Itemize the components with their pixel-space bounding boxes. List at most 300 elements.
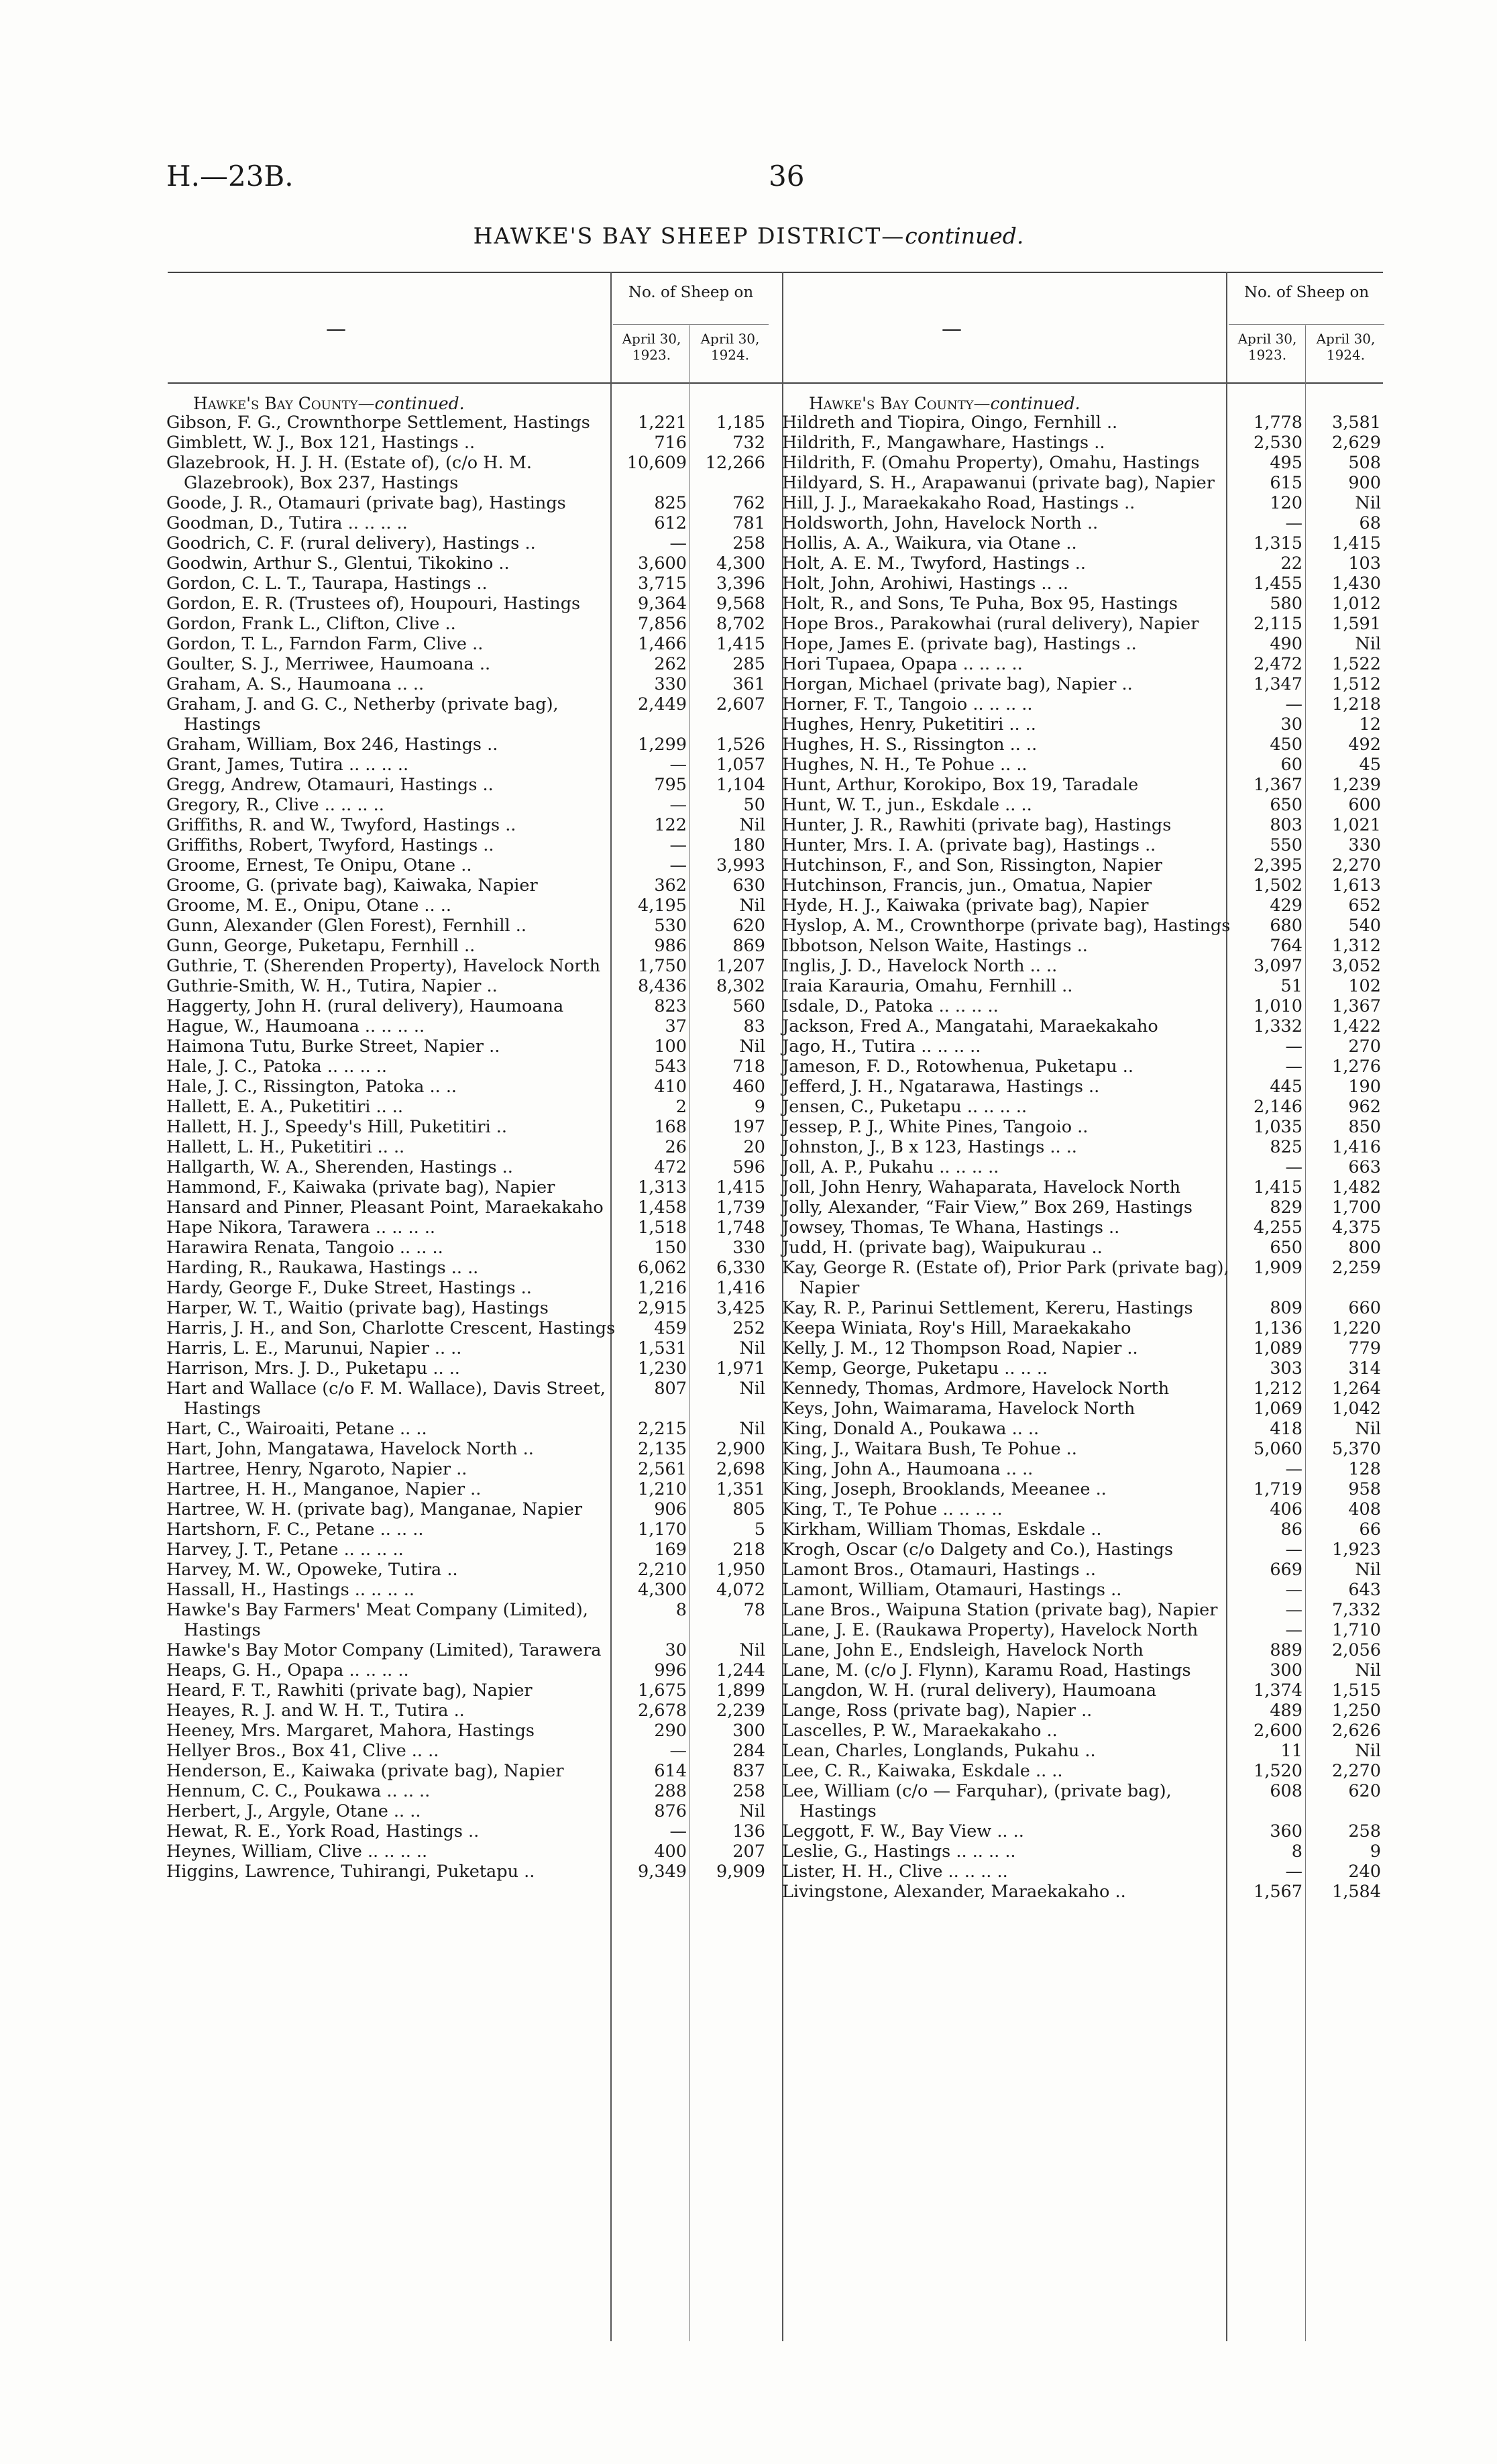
owner-name: Goulter, S. J., Merriwee, Haumoana .. [166, 654, 491, 674]
sheep-1924: 850 [1348, 1117, 1381, 1137]
owner-name: Hennum, C. C., Poukawa .. .. .. [166, 1781, 431, 1801]
sheep-1924: 136 [732, 1821, 765, 1841]
table-row [166, 614, 769, 634]
sheep-1923: 429 [1270, 896, 1302, 916]
owner-name: Hart and Wallace (c/o F. M. Wallace), Davis Street, Hastings [166, 1379, 606, 1419]
owner-name: Kennedy, Thomas, Ardmore, Havelock North [782, 1379, 1170, 1399]
sheep-1923: 37 [665, 1016, 687, 1036]
owner-name: Hassall, H., Hastings .. .. .. .. [166, 1580, 414, 1600]
owner-name: Hart, John, Mangatawa, Havelock North .. [166, 1439, 534, 1459]
owner-name: Hope Bros., Parakowhai (rural delivery), Napier [782, 614, 1199, 634]
owner-name: Harper, W. T., Waitio (private bag), Hastings [166, 1298, 549, 1318]
sheep-1924: 1,042 [1331, 1399, 1381, 1419]
table-row [782, 433, 1384, 453]
sheep-1924: Nil [1355, 1560, 1381, 1580]
sheep-1923: — [1285, 1580, 1302, 1600]
table-row [166, 1197, 769, 1218]
table-row [782, 694, 1384, 714]
table-row [782, 493, 1384, 513]
table-row [782, 976, 1384, 996]
owner-name: Gregory, R., Clive .. .. .. .. [166, 795, 384, 815]
sheep-1923: 2,472 [1253, 654, 1302, 674]
sheep-1924: 1,522 [1331, 654, 1381, 674]
table-row [782, 1177, 1384, 1197]
sheep-1924: 2,239 [716, 1701, 765, 1721]
sheep-1924: 83 [743, 1016, 765, 1036]
sheep-1923: 2,115 [1253, 614, 1302, 634]
owner-name: Holt, John, Arohiwi, Hastings .. .. [782, 574, 1068, 594]
sheep-1923: 410 [654, 1077, 687, 1097]
table-row [166, 735, 769, 755]
owner-name: Goode, J. R., Otamauri (private bag), Hastings [166, 493, 566, 513]
table-row [166, 1077, 769, 1097]
sheep-1923: 1,567 [1253, 1882, 1302, 1902]
sheep-1924: 781 [732, 513, 765, 533]
owner-name: Groome, G. (private bag), Kaiwaka, Napier [166, 875, 538, 896]
sheep-1923: 823 [654, 996, 687, 1016]
table-row [166, 433, 769, 453]
sheep-1923: 550 [1270, 835, 1302, 855]
table-row [782, 1459, 1384, 1479]
table-row [782, 1358, 1384, 1379]
sheep-1923: 406 [1270, 1499, 1302, 1519]
table-row [782, 533, 1384, 553]
table-row [166, 1479, 769, 1499]
sheep-1924: 837 [732, 1761, 765, 1781]
sheep-1923: 1,212 [1253, 1379, 1302, 1399]
table-row [166, 1298, 769, 1318]
owner-name: Hutchinson, F., and Son, Rissington, Napier [782, 855, 1162, 875]
sheep-1924: 643 [1348, 1580, 1381, 1600]
owner-name: Gibson, F. G., Crownthorpe Settlement, Hastings [166, 413, 590, 433]
owner-name: Gimblett, W. J., Box 121, Hastings .. [166, 433, 476, 453]
sheep-1924: 1,012 [1331, 594, 1381, 614]
table-row [166, 1459, 769, 1479]
table-row [166, 896, 769, 916]
sheep-1923: — [669, 755, 687, 775]
sheep-1923: 615 [1270, 473, 1302, 493]
sheep-1924: 330 [732, 1238, 765, 1258]
sheep-1923: 1,675 [637, 1680, 687, 1701]
sheep-1923: 6,062 [637, 1258, 687, 1278]
owner-name: Kay, George R. (Estate of), Prior Park (private bag), Napier [782, 1258, 1229, 1298]
sheep-1924: 869 [732, 936, 765, 956]
col-1924-header: April 30, 1924. [1316, 331, 1376, 363]
sheep-1924: 12,266 [705, 453, 765, 473]
owner-name: Hyde, H. J., Kaiwaka (private bag), Napier [782, 896, 1149, 916]
owner-name: King, Donald A., Poukawa .. .. [782, 1419, 1040, 1439]
sheep-1923: 2,210 [637, 1560, 687, 1580]
sheep-1924: 270 [1348, 1036, 1381, 1057]
sheep-1923: 2,146 [1253, 1097, 1302, 1117]
table-row [782, 1721, 1384, 1741]
sheep-1923: 1,347 [1253, 674, 1302, 694]
table-row [782, 1238, 1384, 1258]
table-row [782, 1197, 1384, 1218]
owner-name: Heeney, Mrs. Margaret, Mahora, Hastings [166, 1721, 535, 1741]
table-row [782, 473, 1384, 493]
owner-name: Harris, J. H., and Son, Charlotte Crescent, Hastings [166, 1318, 616, 1338]
table-row [166, 1841, 769, 1862]
sheep-1923: 1,069 [1253, 1399, 1302, 1419]
col-1923-header: April 30, 1923. [1237, 331, 1297, 363]
table-row [782, 775, 1384, 795]
sheep-1923: — [669, 533, 687, 553]
sheep-1923: 876 [654, 1801, 687, 1821]
sheep-1923: — [1285, 694, 1302, 714]
owner-name: Lane, M. (c/o J. Flynn), Karamu Road, Hastings [782, 1660, 1191, 1680]
table-row [166, 574, 769, 594]
sheep-1924: 207 [732, 1841, 765, 1862]
table-row [782, 1137, 1384, 1157]
sheep-1924: 102 [1348, 976, 1381, 996]
sheep-1923: 1,415 [1253, 1177, 1302, 1197]
table-row [166, 1560, 769, 1580]
table-row [166, 1016, 769, 1036]
sheep-1924: 1,613 [1331, 875, 1381, 896]
table-row [782, 1117, 1384, 1137]
table-row [166, 1177, 769, 1197]
table-row [166, 1117, 769, 1137]
owner-name: Kirkham, William Thomas, Eskdale .. [782, 1519, 1102, 1540]
table-row [166, 815, 769, 835]
sheep-1924: Nil [1355, 1741, 1381, 1761]
table-row [782, 1338, 1384, 1358]
sheep-1923: 1,750 [637, 956, 687, 976]
county-heading: Hawke's Bay County—continued. [193, 394, 465, 413]
table-row [782, 1077, 1384, 1097]
table-row [782, 1821, 1384, 1841]
sheep-1923: — [669, 795, 687, 815]
owner-name: Jago, H., Tutira .. .. .. .. [782, 1036, 981, 1057]
sheep-1923: 30 [665, 1640, 687, 1660]
sheep-1924: 1,591 [1331, 614, 1381, 634]
table-row [782, 855, 1384, 875]
sheep-1924: 779 [1348, 1338, 1381, 1358]
table-row [166, 493, 769, 513]
owner-name: Harvey, J. T., Petane .. .. .. .. [166, 1540, 404, 1560]
sheep-1924: 1,239 [1331, 775, 1381, 795]
owner-name: Henderson, E., Kaiwaka (private bag), Napier [166, 1761, 564, 1781]
table-row [782, 735, 1384, 755]
sheep-1923: 1,313 [637, 1177, 687, 1197]
sheep-1923: 612 [654, 513, 687, 533]
table-row [166, 533, 769, 553]
table-row [166, 976, 769, 996]
table-row [782, 755, 1384, 775]
sheep-1923: 2,561 [637, 1459, 687, 1479]
sheep-1924: 1,351 [716, 1479, 765, 1499]
sheep-1924: 596 [732, 1157, 765, 1177]
owner-name: Hildrith, F., Mangawhare, Hastings .. [782, 433, 1105, 453]
table-row [166, 1801, 769, 1821]
owner-name: Guthrie-Smith, W. H., Tutira, Napier .. [166, 976, 498, 996]
owner-name: Hildrith, F. (Omahu Property), Omahu, Hastings [782, 453, 1200, 473]
sheep-1924: 1,710 [1331, 1620, 1381, 1640]
sheep-1924: 3,052 [1331, 956, 1381, 976]
sheep-1924: 4,375 [1331, 1218, 1381, 1238]
owner-name: Hape Nikora, Tarawera .. .. .. .. [166, 1218, 436, 1238]
sheep-1923: 650 [1270, 1238, 1302, 1258]
sheep-1924: 1,950 [716, 1560, 765, 1580]
table-row [166, 1036, 769, 1057]
owner-name: Jolly, Alexander, “Fair View,” Box 269, Hastings [782, 1197, 1193, 1218]
sheep-1923: 3,097 [1253, 956, 1302, 976]
sheep-1924: 68 [1359, 513, 1381, 533]
table-row [166, 413, 769, 433]
sheep-1924: 1,244 [716, 1660, 765, 1680]
owner-name: Graham, William, Box 246, Hastings .. [166, 735, 498, 755]
sheep-1923: 3,600 [637, 553, 687, 574]
sheep-1923: — [1285, 1540, 1302, 1560]
owner-name: Keepa Winiata, Roy's Hill, Maraekakaho [782, 1318, 1131, 1338]
owner-name: Goodwin, Arthur S., Glentui, Tikokino .. [166, 553, 510, 574]
table-row [782, 614, 1384, 634]
sheep-1924: 258 [732, 1781, 765, 1801]
owner-name: Hildyard, S. H., Arapawanui (private bag), Napier [782, 473, 1215, 493]
owner-name: Graham, J. and G. C., Netherby (private bag), Hastings [166, 694, 559, 735]
table-row [166, 1761, 769, 1781]
sheep-1923: 2,600 [1253, 1721, 1302, 1741]
table-row [166, 775, 769, 795]
sheep-1923: 764 [1270, 936, 1302, 956]
table-row [782, 453, 1384, 473]
table-row [166, 634, 769, 654]
name-column-header: — [942, 317, 962, 341]
table-row [782, 1882, 1384, 1902]
sheep-1924: 1,584 [1331, 1882, 1381, 1902]
sheep-1924: 3,993 [716, 855, 765, 875]
owner-name: Jameson, F. D., Rotowhenua, Puketapu .. [782, 1057, 1133, 1077]
table-row [782, 1620, 1384, 1640]
owner-name: King, T., Te Pohue .. .. .. .. [782, 1499, 1003, 1519]
owner-name: Harvey, M. W., Opoweke, Tutira .. [166, 1560, 458, 1580]
sheep-1923: 169 [654, 1540, 687, 1560]
owner-name: Lamont Bros., Otamauri, Hastings .. [782, 1560, 1096, 1580]
owner-name: Lee, William (c/o — Farquhar), (private bag), Hastings [782, 1781, 1172, 1821]
sheep-1924: 1,185 [716, 413, 765, 433]
sheep-1924: 128 [1348, 1459, 1381, 1479]
sheep-1924: 652 [1348, 896, 1381, 916]
sheep-1923: 1,136 [1253, 1318, 1302, 1338]
sheep-1924: 2,056 [1331, 1640, 1381, 1660]
owner-name: Hawke's Bay Motor Company (Limited), Tarawera [166, 1640, 602, 1660]
table-row [166, 674, 769, 694]
sheep-1924: 9,568 [716, 594, 765, 614]
sheep-1924: 240 [1348, 1862, 1381, 1882]
sheep-1923: 1,367 [1253, 775, 1302, 795]
owner-name: Ibbotson, Nelson Waite, Hastings .. [782, 936, 1088, 956]
owner-name: Johnston, J., B x 123, Hastings .. .. [782, 1137, 1077, 1157]
sheep-1923: 996 [654, 1660, 687, 1680]
sheep-1923: 60 [1280, 755, 1302, 775]
table-row [166, 1358, 769, 1379]
table-row [166, 1278, 769, 1298]
table-row [166, 513, 769, 533]
table-row [166, 956, 769, 976]
owner-name: Hartshorn, F. C., Petane .. .. .. [166, 1519, 424, 1540]
sheep-1924: 12 [1359, 714, 1381, 735]
sheep-1923: 829 [1270, 1197, 1302, 1218]
sheep-1923: 2,449 [637, 694, 687, 714]
table-row [782, 1660, 1384, 1680]
sheep-1924: 1,739 [716, 1197, 765, 1218]
table-row [782, 594, 1384, 614]
owner-name: Griffiths, R. and W., Twyford, Hastings .. [166, 815, 516, 835]
sheep-1923: 1,531 [637, 1338, 687, 1358]
owner-name: Hughes, H. S., Rissington .. .. [782, 735, 1038, 755]
sheep-1923: — [669, 1741, 687, 1761]
owner-name: Jensen, C., Puketapu .. .. .. .. [782, 1097, 1028, 1117]
table-row [782, 1600, 1384, 1620]
table-row [166, 795, 769, 815]
sheep-1924: 2,259 [1331, 1258, 1381, 1278]
sheep-1923: 8 [675, 1600, 687, 1620]
sheep-1923: 400 [654, 1841, 687, 1862]
table-row [166, 1157, 769, 1177]
table-row [166, 855, 769, 875]
sheep-1923: 809 [1270, 1298, 1302, 1318]
sheep-1923: — [1285, 1862, 1302, 1882]
table-row [782, 956, 1384, 976]
owner-name: Horner, F. T., Tangoio .. .. .. .. [782, 694, 1033, 714]
owner-name: Hunter, J. R., Rawhiti (private bag), Hastings [782, 815, 1172, 835]
header-subrule [1229, 324, 1384, 325]
owner-name: Harrison, Mrs. J. D., Puketapu .. .. [166, 1358, 460, 1379]
sheep-1923: 1,035 [1253, 1117, 1302, 1137]
sheep-1923: 986 [654, 936, 687, 956]
sheep-1923: 472 [654, 1157, 687, 1177]
sheep-1923: 1,778 [1253, 413, 1302, 433]
table-row [782, 634, 1384, 654]
owner-name: Jackson, Fred A., Mangatahi, Maraekakaho [782, 1016, 1158, 1036]
owner-name: Gordon, C. L. T., Taurapa, Hastings .. [166, 574, 488, 594]
sheep-1923: 1,221 [637, 413, 687, 433]
owner-name: Hammond, F., Kaiwaka (private bag), Napier [166, 1177, 555, 1197]
owner-name: Inglis, J. D., Havelock North .. .. [782, 956, 1058, 976]
owner-name: King, John A., Haumoana .. .. [782, 1459, 1034, 1479]
sheep-1924: 1,415 [716, 634, 765, 654]
table-row [166, 1741, 769, 1761]
sheep-1924: 3,581 [1331, 413, 1381, 433]
page-number: 36 [769, 160, 805, 193]
owner-name: Livingstone, Alexander, Maraekakaho .. [782, 1882, 1126, 1902]
sheep-1924: 900 [1348, 473, 1381, 493]
sheep-1923: 1,230 [637, 1358, 687, 1379]
sheep-1924: 1,264 [1331, 1379, 1381, 1399]
table-row [782, 574, 1384, 594]
sheep-1924: 218 [732, 1540, 765, 1560]
owner-name: Lean, Charles, Longlands, Pukahu .. [782, 1741, 1096, 1761]
owner-name: Hunter, Mrs. I. A. (private bag), Hastings .. [782, 835, 1156, 855]
sheep-1924: 1,057 [716, 755, 765, 775]
sheep-1924: 805 [732, 1499, 765, 1519]
sheep-1924: 2,607 [716, 694, 765, 714]
sheep-1923: 1,210 [637, 1479, 687, 1499]
sheep-1924: 663 [1348, 1157, 1381, 1177]
owner-name: Hart, C., Wairoaiti, Petane .. .. [166, 1419, 427, 1439]
sheep-1924: 620 [1348, 1781, 1381, 1801]
owner-name: King, J., Waitara Bush, Te Pohue .. [782, 1439, 1077, 1459]
table-row [166, 654, 769, 674]
table-row [166, 1862, 769, 1882]
table-row [782, 795, 1384, 815]
owner-name: Jessep, P. J., White Pines, Tangoio .. [782, 1117, 1089, 1137]
owner-name: Hughes, N. H., Te Pohue .. .. [782, 755, 1028, 775]
sheep-1923: 807 [654, 1379, 687, 1399]
table-row [782, 1499, 1384, 1519]
table-row [782, 835, 1384, 855]
left-table [166, 272, 769, 2341]
sheep-1923: 1,458 [637, 1197, 687, 1218]
owner-name: Hollis, A. A., Waikura, via Otane .. [782, 533, 1077, 553]
sheep-1923: — [669, 835, 687, 855]
owner-name: Heynes, William, Clive .. .. .. .. [166, 1841, 428, 1862]
owner-name: Hunt, Arthur, Korokipo, Box 19, Taradale [782, 775, 1139, 795]
table-row [782, 413, 1384, 433]
sheep-1923: 290 [654, 1721, 687, 1741]
sheep-1923: — [1285, 1459, 1302, 1479]
sheep-1923: 9,349 [637, 1862, 687, 1882]
sheep-1923: 262 [654, 654, 687, 674]
table-row [166, 594, 769, 614]
owner-name: Haimona Tutu, Burke Street, Napier .. [166, 1036, 500, 1057]
owner-name: Hutchinson, Francis, jun., Omatua, Napier [782, 875, 1152, 896]
owner-name: Lane, John E., Endsleigh, Havelock North [782, 1640, 1144, 1660]
sheep-1924: 1,515 [1331, 1680, 1381, 1701]
owner-name: Hallett, E. A., Puketitiri .. .. [166, 1097, 404, 1117]
owner-name: Hewat, R. E., York Road, Hastings .. [166, 1821, 480, 1841]
sheep-1924: 66 [1359, 1519, 1381, 1540]
table-row [782, 1680, 1384, 1701]
owner-name: Guthrie, T. (Sherenden Property), Havelock North [166, 956, 601, 976]
sheep-1924: 492 [1348, 735, 1381, 755]
sheep-1924: 1,220 [1331, 1318, 1381, 1338]
sheep-1924: 762 [732, 493, 765, 513]
sheep-1923: 889 [1270, 1640, 1302, 1660]
sheep-1924: 78 [743, 1600, 765, 1620]
owner-name: Lister, H. H., Clive .. .. .. .. [782, 1862, 1008, 1882]
table-row [166, 1137, 769, 1157]
sheep-1923: 530 [654, 916, 687, 936]
sheep-1924: 9,909 [716, 1862, 765, 1882]
table-row [782, 1741, 1384, 1761]
sheep-1923: 150 [654, 1238, 687, 1258]
table-row [166, 1318, 769, 1338]
owner-name: Harding, R., Raukawa, Hastings .. .. [166, 1258, 479, 1278]
sheep-1924: 660 [1348, 1298, 1381, 1318]
title-continued: continued. [905, 223, 1024, 249]
sheep-1924: 4,300 [716, 553, 765, 574]
owner-name: Jowsey, Thomas, Te Whana, Hastings .. [782, 1218, 1120, 1238]
sheep-1923: 669 [1270, 1560, 1302, 1580]
table-row [166, 1680, 769, 1701]
sheep-1924: 3,425 [716, 1298, 765, 1318]
table-row [782, 1560, 1384, 1580]
table-row [166, 1258, 769, 1278]
sheep-1924: Nil [739, 1640, 765, 1660]
table-row [166, 1379, 769, 1419]
sheep-1924: 1,104 [716, 775, 765, 795]
table-row [782, 1399, 1384, 1419]
sheep-1923: 1,299 [637, 735, 687, 755]
sheep-1923: 450 [1270, 735, 1302, 755]
owner-name: Joll, John Henry, Wahaparata, Havelock North [782, 1177, 1181, 1197]
sheep-1923: 795 [654, 775, 687, 795]
sheep-1923: 3,715 [637, 574, 687, 594]
sheep-1923: 1,315 [1253, 533, 1302, 553]
col-1924-header: April 30, 1924. [700, 331, 760, 363]
